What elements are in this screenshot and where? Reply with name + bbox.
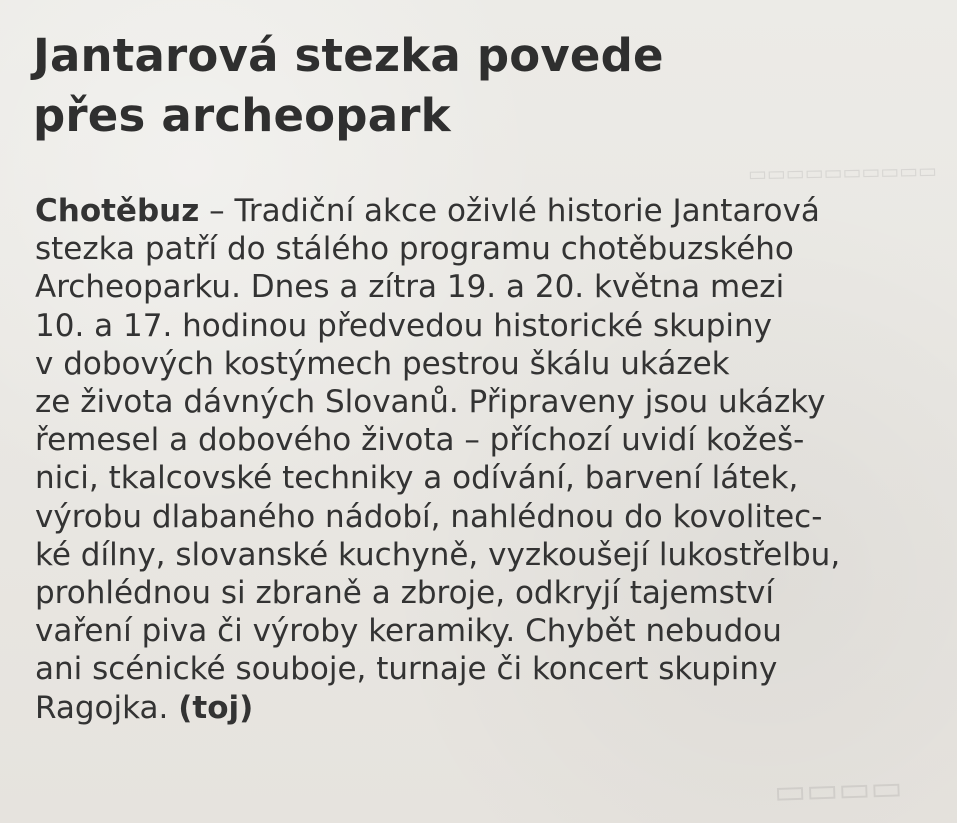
article-line-6: ze života dávných Slovanů. Připraveny jsou ukázky	[35, 384, 826, 421]
article-line-14-text: Ragojka.	[35, 689, 179, 726]
article-line-7: řemesel a dobového života – příchozí uvidí kožeš-	[35, 422, 805, 459]
article-line-14	[35, 689, 935, 727]
article-line-1	[35, 192, 935, 230]
background-bleed-text: ▭▭▭▭▭▭▭▭▭▭	[747, 158, 938, 186]
article-line-3: Archeoparku. Dnes a zítra 19. a 20. května mezi	[35, 269, 785, 306]
article-line-8: nici, tkalcovské techniky a odívání, barvení látek,	[35, 460, 799, 497]
author-signature: (toj)	[178, 689, 254, 726]
article-headline	[33, 26, 893, 146]
dateline-place: Chotěbuz	[35, 193, 200, 229]
article-body	[35, 192, 935, 727]
article-line-11: prohlédnou si zbraně a zbroje, odkryjí tajemství	[35, 575, 775, 612]
headline-line-2: přes archeopark	[33, 89, 451, 142]
article-line-12: vaření piva či výroby keramiky. Chybět nebudou	[35, 613, 782, 650]
article-line-9: výrobu dlabaného nádobí, nahlédnou do kovolitec-	[35, 498, 823, 535]
article-line-2: stezka patří do stálého programu chotěbuzského	[35, 231, 794, 268]
article-line-1-rest: – Tradiční akce oživlé historie Jantarová	[199, 193, 820, 229]
article-line-4: 10. a 17. hodinou předvedou historické skupiny	[35, 307, 773, 344]
background-bleed-text: ▭▭▭▭	[772, 767, 903, 813]
article-line-5: v dobových kostýmech pestrou škálu ukázek	[35, 345, 730, 382]
article-line-13: ani scénické souboje, turnaje či koncert skupiny	[35, 651, 778, 688]
headline-line-1: Jantarová stezka povede	[33, 29, 664, 82]
article-line-10: ké dílny, slovanské kuchyně, vyzkoušejí lukostřelbu,	[35, 536, 841, 573]
